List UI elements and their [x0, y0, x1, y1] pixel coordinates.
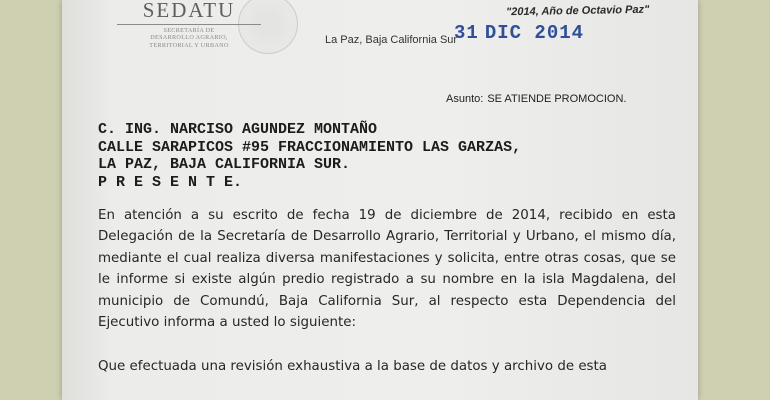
letter-body: [98, 205, 676, 378]
place-line: La Paz, Baja California Sur: [325, 34, 458, 46]
sedatu-logo: [109, 0, 269, 49]
recipient-name: C. ING. NARCISO AGUNDEZ MONTAÑO: [98, 121, 378, 138]
logo-subtitle-1: SECRETARÍA DE: [163, 27, 215, 34]
recipient-presente: P R E S E N T E.: [98, 173, 243, 191]
date-stamp: [454, 22, 584, 44]
letter-page: [62, 0, 698, 400]
date-stamp-month-year: DIC 2014: [484, 22, 585, 44]
recipient-city: LA PAZ, BAJA CALIFORNIA SUR.: [98, 156, 351, 173]
logo-subtitle-2: DESARROLLO AGRARIO,: [150, 34, 228, 42]
recipient-street: CALLE SARAPICOS #95 FRACCIONAMIENTO LAS GARZAS,: [98, 138, 522, 156]
year-motto: "2014, Año de Octavio Paz": [505, 3, 650, 19]
subject-label: Asunto:: [446, 93, 484, 105]
body-paragraph-1: En atención a su escrito de fecha 19 de diciembre de 2014, recibido en esta Delegación de la Secretaría de Desarrollo Agrario, Territorial y Urbano, el mismo día, mediante el cual realiza diversa manifestaciones y solicita, entre otras cosas, que se le informe si existe algún predio registrado a su nombre en la isla Magdalena, del municipio de Comundú, Baja California Sur, al respecto esta Dependencia del Ejecutivo informa a usted lo siguiente:: [98, 208, 676, 331]
logo-subtitle-3: TERRITORIAL Y URBANO: [149, 41, 229, 49]
subject-text: SE ATIENDE PROMOCION.: [487, 93, 627, 105]
date-stamp-day: 31: [454, 22, 479, 44]
logo-name: SEDATU: [142, 0, 236, 22]
subject-line: [446, 93, 626, 105]
recipient-block: [98, 121, 521, 191]
body-paragraph-2: Que efectuada una revisión exhaustiva a la base de datos y archivo de esta: [98, 359, 607, 375]
logo-divider: [117, 24, 261, 25]
